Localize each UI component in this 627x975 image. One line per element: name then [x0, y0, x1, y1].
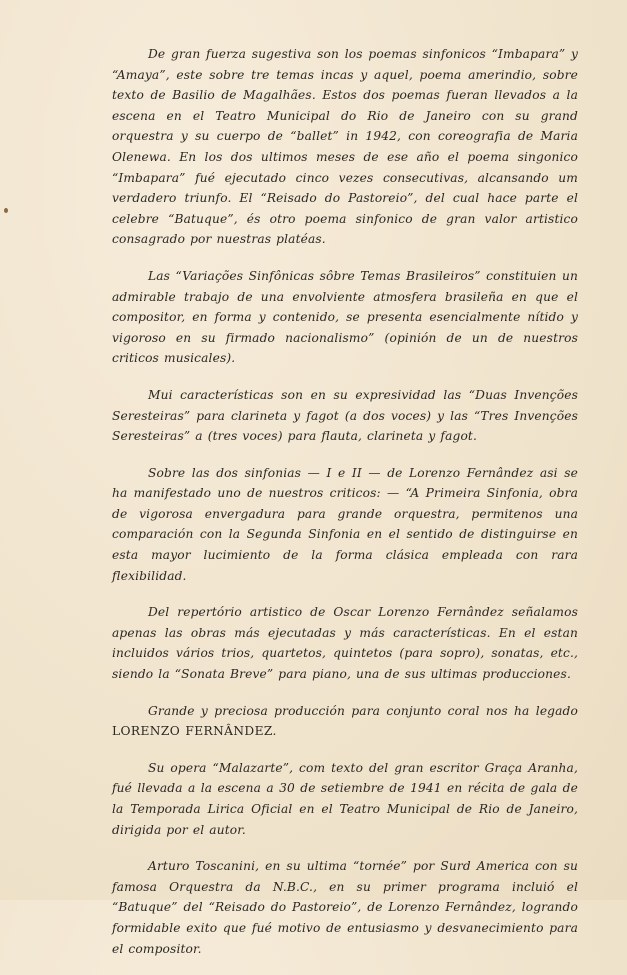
- paragraph-malazarte: Su opera “Malazarte”, com texto del gran escritor Graça Aranha, fué llevada a la escena a 30 de setiembre de 1941 en récita de gala de la Temporada Lirica Oficial en el Teatro Municipal de Rio de Janeiro, dirigida por el autor.: [112, 760, 578, 837]
- paragraph-repertorio: Del repertório artistico de Oscar Lorenzo Fernândez señalamos apenas las obras más ejecutadas y más características. En el estan incluidos vários trios, quartetos, quintetos (para sopro), sonatas, etc., siendo la “Sonata Breve” para piano, una de sus ultimas producciones.: [112, 605, 578, 682]
- paragraph-invencoes: Mui características son en su expresividad las “Duas Invenções Seresteiras” para clarineta y fagot (a dos voces) y las “Tres Invenções Seresteiras” a (tres voces) para flauta, clarineta y fagot.: [112, 387, 578, 444]
- coral-text: Grande y preciosa producción para conjunto coral nos ha legado: [148, 703, 578, 718]
- paragraph-toscanini: Arturo Toscanini, en su ultima “tornée” por Surd America con su famosa Orquestra da N.B.C., en su primer programa incluió el “Batuque” del “Reisado do Pastoreio”, de Lorenzo Fernândez, logrando formidable exito que fué motivo de entusiasmo y desvanecimiento para el compositor.: [112, 859, 578, 956]
- paragraph-sinfonias: Sobre las dos sinfonias — I e II — de Lorenzo Fernândez asi se ha manifestado uno de nuestros criticos: — “A Primeira Sinfonia, obra de vigorosa envergadura para grande orquestra, permitenos una comparación con la Segunda Sinfonia en el sentido de distinguirse en esta mayor lucimiento de la forma clásica empleada con rara flexibilidad.: [112, 465, 578, 583]
- paragraph-sinfonic-poems: De gran fuerza sugestiva son los poemas sinfonicos “Imbapara” y “Amaya”, este sobre tre temas incas y aquel, poema amerindio, sobre texto de Basilio de Magalhães. Estos dos poemas fueran llevados a la escena en el Teatro Municipal do Rio de Janeiro con su grand orquestra y su cuerpo de “ballet” in 1942, con coreografia de Maria Olenewa. En los dos ultimos meses de ese año el poema singonico “Imbapara” fué ejecutado cinco vezes consecutivas, alcansando um verdadero triunfo. El “Reisado do Pastoreio”, del cual hace parte el celebre “Batuque”, és otro poema sinfonico de gran valor artistico consagrado por nuestras platéas.: [112, 47, 578, 247]
- composer-name: LORENZO FERNÂNDEZ.: [112, 724, 277, 739]
- paper-blemish: [4, 208, 8, 213]
- paragraph-variacoes: Las “Variações Sinfônicas sôbre Temas Brasileiros” constituien un admirable trabajo de una envolviente atmosfera brasileña en que el compositor, en forma y contenido, se presenta esencialmente nítido y vigoroso en su firmado nacionalismo” (opinión de un de nuestros criticos musicales).: [112, 268, 578, 366]
- paragraph-coral: [112, 701, 578, 742]
- document-page: [112, 44, 578, 975]
